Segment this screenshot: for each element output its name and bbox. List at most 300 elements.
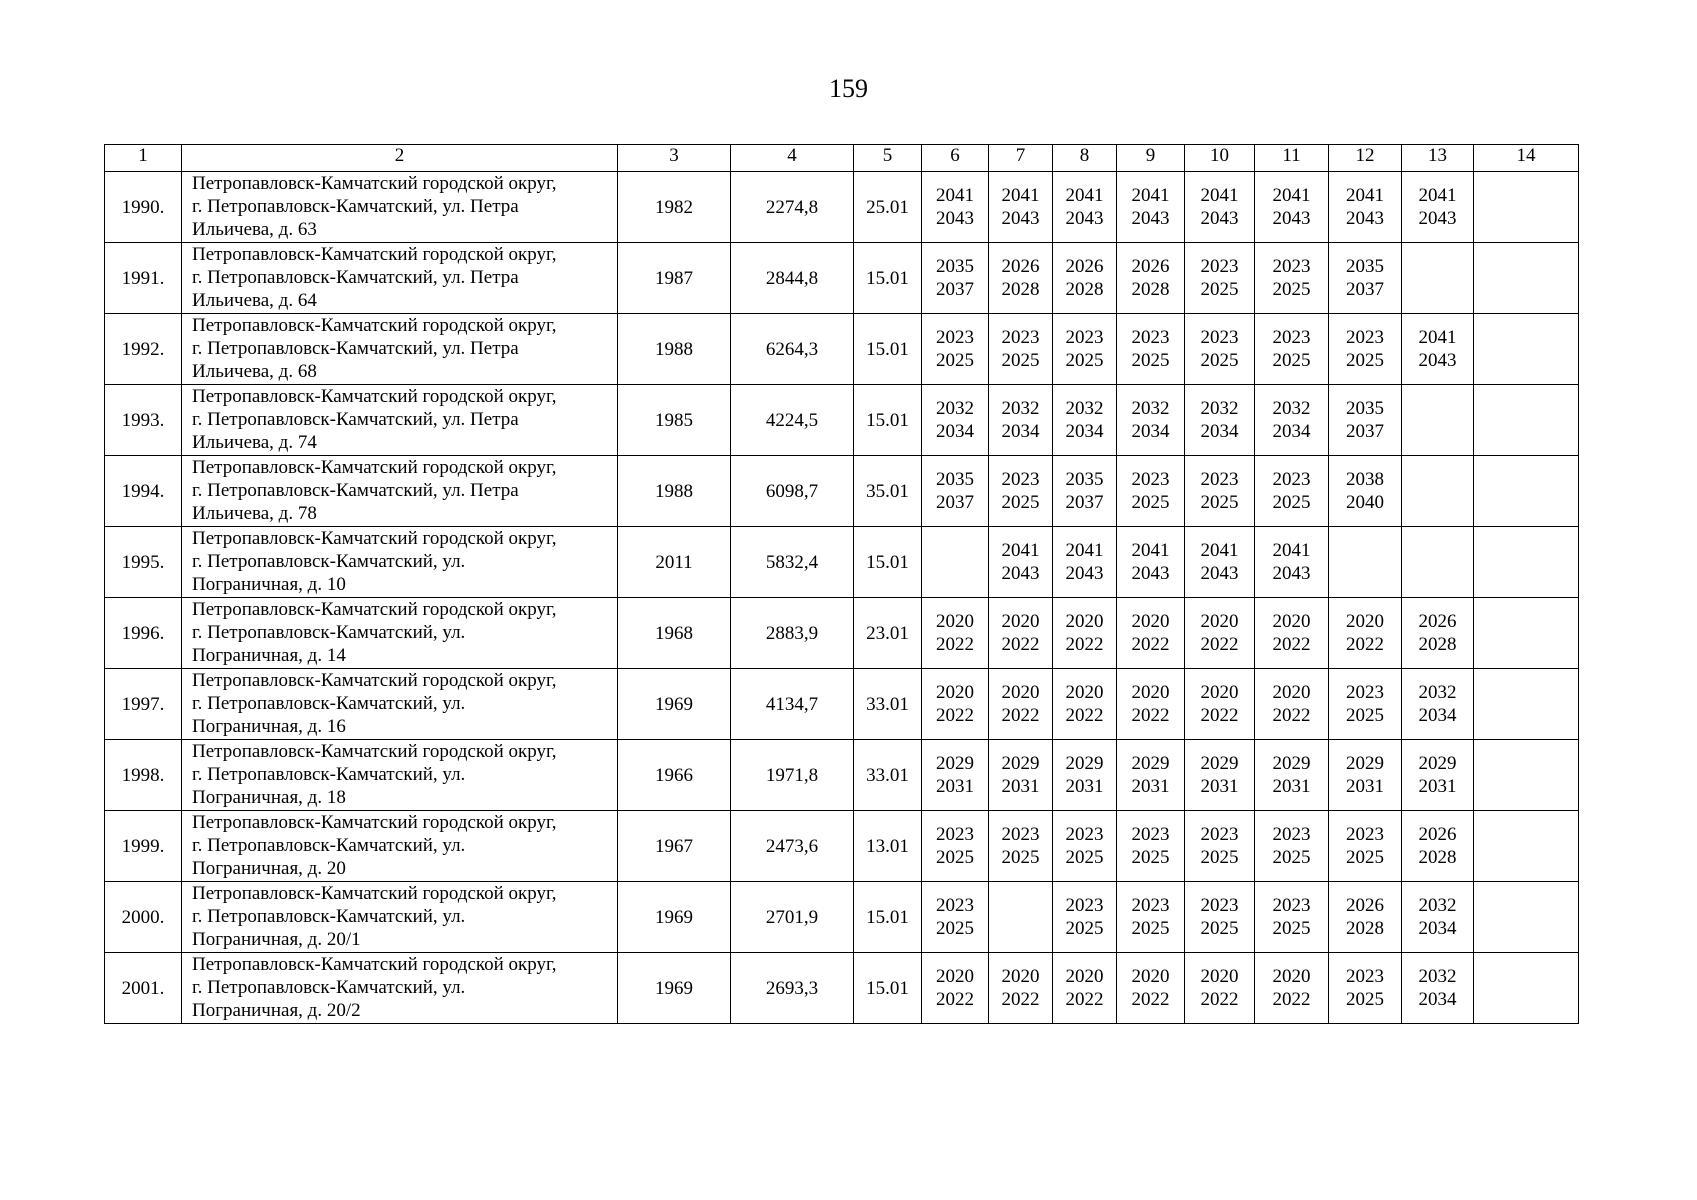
period-year: 2025 xyxy=(1200,492,1239,513)
period-year: 2023 xyxy=(1272,469,1311,490)
period-year: 2025 xyxy=(1131,918,1170,939)
period-year: 2041 xyxy=(1418,185,1457,206)
period-cell xyxy=(1255,456,1329,527)
period-year: 2023 xyxy=(936,824,974,845)
period-year: 2020 xyxy=(1001,682,1040,703)
period-year: 2032 xyxy=(1418,966,1457,987)
period-cell xyxy=(1053,598,1117,669)
period-year: 2023 xyxy=(1346,824,1384,845)
period-cell xyxy=(922,598,989,669)
table-row xyxy=(105,811,1579,882)
code-cell: 35.01 xyxy=(854,456,922,527)
build-year-cell: 1985 xyxy=(618,385,731,456)
address-cell xyxy=(182,243,618,314)
period-cell xyxy=(1255,527,1329,598)
code-cell: 15.01 xyxy=(854,243,922,314)
period-year: 2031 xyxy=(1131,776,1170,797)
period-year: 2031 xyxy=(1418,776,1457,797)
code-cell: 15.01 xyxy=(854,953,922,1024)
period-cell xyxy=(922,243,989,314)
period-cell xyxy=(1185,243,1255,314)
period-cell xyxy=(1474,669,1579,740)
period-cell xyxy=(1185,314,1255,385)
row-number-cell: 1999. xyxy=(105,811,182,882)
period-cell xyxy=(922,882,989,953)
address-line: Петропавловск-Камчатский городской округ, xyxy=(192,812,557,833)
address-line: Петропавловск-Камчатский городской округ, xyxy=(192,528,557,549)
period-year: 2043 xyxy=(1418,350,1457,371)
period-year: 2035 xyxy=(1346,256,1384,277)
period-year: 2025 xyxy=(1200,279,1239,300)
period-cell xyxy=(989,527,1053,598)
address-line: г. Петропавловск-Камчатский, ул. xyxy=(192,622,466,643)
address-line: г. Петропавловск-Камчатский, ул. xyxy=(192,693,466,714)
period-cell xyxy=(1329,172,1402,243)
period-cell xyxy=(1402,953,1474,1024)
period-year: 2031 xyxy=(1200,776,1239,797)
period-year: 2025 xyxy=(936,847,974,868)
period-year: 2023 xyxy=(1272,256,1311,277)
period-year: 2043 xyxy=(1065,208,1104,229)
period-cell xyxy=(989,243,1053,314)
period-cell xyxy=(922,953,989,1024)
period-cell xyxy=(989,669,1053,740)
period-year: 2025 xyxy=(936,350,974,371)
row-number-cell: 1997. xyxy=(105,669,182,740)
period-year: 2020 xyxy=(1346,611,1384,632)
period-year: 2043 xyxy=(1200,208,1239,229)
period-year: 2023 xyxy=(1131,895,1170,916)
period-year: 2020 xyxy=(1272,682,1311,703)
column-number-header-row xyxy=(105,145,1579,172)
period-cell xyxy=(1329,456,1402,527)
page-number: 159 xyxy=(829,74,868,103)
period-year: 2035 xyxy=(936,469,974,490)
period-year: 2023 xyxy=(1131,327,1170,348)
table-row xyxy=(105,172,1579,243)
address-line: г. Петропавловск-Камчатский, ул. Петра xyxy=(192,267,519,288)
period-year: 2022 xyxy=(1131,989,1170,1010)
period-year: 2032 xyxy=(1272,398,1311,419)
period-cell xyxy=(1474,740,1579,811)
row-number-cell: 1991. xyxy=(105,243,182,314)
period-year: 2020 xyxy=(936,682,974,703)
period-year: 2032 xyxy=(936,398,974,419)
period-year: 2041 xyxy=(1272,185,1311,206)
period-year: 2025 xyxy=(1001,492,1040,513)
address-line: Пограничная, д. 20 xyxy=(192,858,346,879)
area-cell: 4134,7 xyxy=(731,669,854,740)
code-cell: 15.01 xyxy=(854,314,922,385)
period-cell xyxy=(1474,882,1579,953)
table-row xyxy=(105,385,1579,456)
period-cell xyxy=(1185,527,1255,598)
period-year: 2034 xyxy=(1131,421,1170,442)
period-year: 2034 xyxy=(1418,989,1457,1010)
period-cell xyxy=(1255,172,1329,243)
address-line: г. Петропавловск-Камчатский, ул. Петра xyxy=(192,338,519,359)
period-cell xyxy=(1329,243,1402,314)
period-year: 2023 xyxy=(1131,469,1170,490)
address-cell xyxy=(182,598,618,669)
address-line: Петропавловск-Камчатский городской округ, xyxy=(192,883,557,904)
period-cell xyxy=(922,527,989,598)
period-cell xyxy=(1117,953,1185,1024)
period-year: 2023 xyxy=(1200,895,1239,916)
period-cell xyxy=(922,456,989,527)
build-year-cell: 2011 xyxy=(618,527,731,598)
period-year: 2023 xyxy=(1001,327,1040,348)
area-cell: 2883,9 xyxy=(731,598,854,669)
period-year: 2025 xyxy=(1065,918,1104,939)
period-year: 2041 xyxy=(1200,540,1239,561)
period-year: 2028 xyxy=(1418,847,1457,868)
period-cell xyxy=(1053,314,1117,385)
row-number-cell: 1993. xyxy=(105,385,182,456)
period-year: 2026 xyxy=(1131,256,1170,277)
period-cell xyxy=(1185,953,1255,1024)
address-cell xyxy=(182,527,618,598)
address-line: г. Петропавловск-Камчатский, ул. Петра xyxy=(192,409,519,430)
period-cell xyxy=(922,740,989,811)
period-cell xyxy=(1255,811,1329,882)
period-cell xyxy=(1255,740,1329,811)
period-cell xyxy=(989,740,1053,811)
period-cell xyxy=(1474,456,1579,527)
period-year: 2034 xyxy=(936,421,974,442)
period-cell xyxy=(1053,172,1117,243)
period-cell xyxy=(1329,314,1402,385)
period-cell xyxy=(1329,740,1402,811)
period-year: 2020 xyxy=(1065,611,1104,632)
address-cell xyxy=(182,456,618,527)
period-cell xyxy=(989,456,1053,527)
period-year: 2025 xyxy=(1272,492,1311,513)
period-year: 2026 xyxy=(1001,256,1040,277)
period-year: 2020 xyxy=(936,966,974,987)
period-year: 2043 xyxy=(1065,563,1104,584)
address-line: г. Петропавловск-Камчатский, ул. xyxy=(192,835,466,856)
period-year: 2041 xyxy=(1418,327,1457,348)
build-year-cell: 1966 xyxy=(618,740,731,811)
period-year: 2023 xyxy=(936,895,974,916)
address-cell xyxy=(182,811,618,882)
period-cell xyxy=(1053,385,1117,456)
period-cell xyxy=(1117,740,1185,811)
period-year: 2025 xyxy=(1200,350,1239,371)
address-line: Петропавловск-Камчатский городской округ, xyxy=(192,954,557,975)
period-year: 2023 xyxy=(1065,895,1104,916)
code-cell: 15.01 xyxy=(854,385,922,456)
period-year: 2028 xyxy=(1065,279,1104,300)
period-year: 2034 xyxy=(1418,705,1457,726)
period-year: 2020 xyxy=(1065,682,1104,703)
period-year: 2032 xyxy=(1131,398,1170,419)
period-year: 2041 xyxy=(1200,185,1239,206)
period-cell xyxy=(1474,598,1579,669)
period-cell xyxy=(1053,953,1117,1024)
period-cell xyxy=(1329,385,1402,456)
period-cell xyxy=(1053,740,1117,811)
code-cell: 23.01 xyxy=(854,598,922,669)
period-cell xyxy=(1185,882,1255,953)
address-line: г. Петропавловск-Камчатский, ул. xyxy=(192,906,466,927)
period-cell xyxy=(1053,669,1117,740)
table-body xyxy=(105,145,1579,1024)
period-year: 2035 xyxy=(1065,469,1104,490)
build-year-cell: 1988 xyxy=(618,314,731,385)
period-year: 2025 xyxy=(1272,847,1311,868)
period-year: 2023 xyxy=(1200,327,1239,348)
period-year: 2037 xyxy=(1065,492,1104,513)
address-line: Петропавловск-Камчатский городской округ, xyxy=(192,599,557,620)
period-cell xyxy=(1474,172,1579,243)
period-year: 2029 xyxy=(1065,753,1104,774)
address-line: г. Петропавловск-Камчатский, ул. xyxy=(192,764,466,785)
period-year: 2032 xyxy=(1418,895,1457,916)
period-year: 2025 xyxy=(1200,918,1239,939)
address-line: Пограничная, д. 14 xyxy=(192,645,346,666)
period-cell xyxy=(1185,669,1255,740)
period-year: 2034 xyxy=(1065,421,1104,442)
address-line: г. Петропавловск-Камчатский, ул. Петра xyxy=(192,196,519,217)
period-year: 2022 xyxy=(1001,634,1040,655)
period-year: 2029 xyxy=(1272,753,1311,774)
row-number-cell: 1998. xyxy=(105,740,182,811)
period-year: 2023 xyxy=(1001,824,1040,845)
period-cell xyxy=(989,172,1053,243)
period-cell xyxy=(1474,385,1579,456)
period-year: 2026 xyxy=(1065,256,1104,277)
period-cell xyxy=(1402,314,1474,385)
build-year-cell: 1987 xyxy=(618,243,731,314)
column-number-header: 14 xyxy=(1474,145,1579,172)
period-year: 2041 xyxy=(936,185,974,206)
period-year: 2035 xyxy=(936,256,974,277)
period-year: 2043 xyxy=(1131,563,1170,584)
period-cell xyxy=(989,953,1053,1024)
row-number-cell: 1990. xyxy=(105,172,182,243)
period-year: 2034 xyxy=(1200,421,1239,442)
period-year: 2026 xyxy=(1418,824,1457,845)
row-number-cell: 2001. xyxy=(105,953,182,1024)
period-year: 2020 xyxy=(1065,966,1104,987)
column-number-header: 11 xyxy=(1255,145,1329,172)
period-cell xyxy=(989,314,1053,385)
period-cell xyxy=(989,882,1053,953)
period-year: 2041 xyxy=(1001,540,1040,561)
period-cell xyxy=(1402,740,1474,811)
period-cell xyxy=(1255,669,1329,740)
period-year: 2023 xyxy=(1200,469,1239,490)
period-year: 2043 xyxy=(1131,208,1170,229)
period-year: 2029 xyxy=(1346,753,1384,774)
table-row xyxy=(105,456,1579,527)
period-year: 2034 xyxy=(1272,421,1311,442)
period-year: 2023 xyxy=(1346,682,1384,703)
build-year-cell: 1969 xyxy=(618,953,731,1024)
table-row xyxy=(105,953,1579,1024)
period-year: 2028 xyxy=(1131,279,1170,300)
column-number-header: 2 xyxy=(182,145,618,172)
address-line: г. Петропавловск-Камчатский, ул. xyxy=(192,551,466,572)
period-year: 2022 xyxy=(936,989,974,1010)
column-number-header: 10 xyxy=(1185,145,1255,172)
address-line: Петропавловск-Камчатский городской округ, xyxy=(192,386,557,407)
period-year: 2041 xyxy=(1131,185,1170,206)
period-cell xyxy=(1402,172,1474,243)
period-year: 2020 xyxy=(936,611,974,632)
period-year: 2037 xyxy=(936,279,974,300)
period-cell xyxy=(1117,811,1185,882)
column-number-header: 12 xyxy=(1329,145,1402,172)
period-year: 2041 xyxy=(1131,540,1170,561)
period-year: 2034 xyxy=(1418,918,1457,939)
column-number-header: 8 xyxy=(1053,145,1117,172)
address-line: Петропавловск-Камчатский городской округ, xyxy=(192,173,557,194)
period-cell xyxy=(1117,243,1185,314)
period-year: 2023 xyxy=(1272,824,1311,845)
table-row xyxy=(105,598,1579,669)
period-year: 2020 xyxy=(1001,611,1040,632)
period-year: 2020 xyxy=(1131,682,1170,703)
period-year: 2022 xyxy=(936,705,974,726)
period-year: 2032 xyxy=(1001,398,1040,419)
address-cell xyxy=(182,314,618,385)
period-year: 2025 xyxy=(1131,350,1170,371)
address-line: Петропавловск-Камчатский городской округ, xyxy=(192,741,557,762)
period-cell xyxy=(1329,953,1402,1024)
period-cell xyxy=(1185,385,1255,456)
period-cell xyxy=(1117,669,1185,740)
table-row xyxy=(105,243,1579,314)
area-cell: 6264,3 xyxy=(731,314,854,385)
address-line: Пограничная, д. 18 xyxy=(192,787,346,808)
column-number-header: 7 xyxy=(989,145,1053,172)
period-year: 2023 xyxy=(1346,327,1384,348)
period-year: 2026 xyxy=(1418,611,1457,632)
period-year: 2025 xyxy=(1346,989,1384,1010)
period-cell xyxy=(1255,243,1329,314)
period-year: 2041 xyxy=(1001,185,1040,206)
area-cell: 2274,8 xyxy=(731,172,854,243)
row-number-cell: 1995. xyxy=(105,527,182,598)
period-cell xyxy=(1329,882,1402,953)
period-year: 2023 xyxy=(1200,256,1239,277)
build-year-cell: 1982 xyxy=(618,172,731,243)
period-cell xyxy=(1402,669,1474,740)
period-year: 2022 xyxy=(1200,705,1239,726)
row-number-cell: 1996. xyxy=(105,598,182,669)
address-line: Пограничная, д. 20/1 xyxy=(192,929,361,950)
address-line: Ильичева, д. 64 xyxy=(192,290,317,311)
period-cell xyxy=(922,385,989,456)
address-line: Ильичева, д. 63 xyxy=(192,219,317,240)
address-line: г. Петропавловск-Камчатский, ул. xyxy=(192,977,466,998)
period-cell xyxy=(1255,314,1329,385)
period-year: 2041 xyxy=(1065,540,1104,561)
period-year: 2025 xyxy=(1200,847,1239,868)
period-year: 2023 xyxy=(1065,824,1104,845)
period-year: 2020 xyxy=(1272,611,1311,632)
period-year: 2023 xyxy=(1272,895,1311,916)
period-year: 2022 xyxy=(1065,634,1104,655)
area-cell: 2693,3 xyxy=(731,953,854,1024)
period-year: 2043 xyxy=(1200,563,1239,584)
period-year: 2043 xyxy=(1272,563,1311,584)
period-year: 2020 xyxy=(1200,682,1239,703)
address-cell xyxy=(182,882,618,953)
period-cell xyxy=(1474,527,1579,598)
period-year: 2020 xyxy=(1131,611,1170,632)
area-cell: 2701,9 xyxy=(731,882,854,953)
period-year: 2025 xyxy=(1001,350,1040,371)
row-number-cell: 2000. xyxy=(105,882,182,953)
period-year: 2023 xyxy=(1131,824,1170,845)
period-year: 2043 xyxy=(1001,208,1040,229)
period-year: 2040 xyxy=(1346,492,1384,513)
address-cell xyxy=(182,669,618,740)
period-cell xyxy=(922,172,989,243)
period-year: 2034 xyxy=(1001,421,1040,442)
period-year: 2031 xyxy=(1065,776,1104,797)
period-year: 2025 xyxy=(1272,350,1311,371)
table-row xyxy=(105,314,1579,385)
period-year: 2025 xyxy=(1131,492,1170,513)
period-cell xyxy=(1185,172,1255,243)
period-cell xyxy=(922,669,989,740)
period-year: 2025 xyxy=(1272,918,1311,939)
period-year: 2029 xyxy=(1200,753,1239,774)
period-cell xyxy=(1185,598,1255,669)
code-cell: 33.01 xyxy=(854,740,922,811)
period-cell xyxy=(1402,882,1474,953)
period-cell xyxy=(1329,598,1402,669)
period-cell xyxy=(1117,314,1185,385)
column-number-header: 4 xyxy=(731,145,854,172)
period-year: 2029 xyxy=(1418,753,1457,774)
period-cell xyxy=(1053,811,1117,882)
address-line: Ильичева, д. 78 xyxy=(192,503,317,524)
period-cell xyxy=(1053,882,1117,953)
period-year: 2028 xyxy=(1418,634,1457,655)
area-cell: 5832,4 xyxy=(731,527,854,598)
period-cell xyxy=(1474,953,1579,1024)
table-row xyxy=(105,882,1579,953)
column-number-header: 13 xyxy=(1402,145,1474,172)
period-year: 2025 xyxy=(1131,847,1170,868)
address-line: Ильичева, д. 74 xyxy=(192,432,317,453)
period-year: 2020 xyxy=(1131,966,1170,987)
period-year: 2025 xyxy=(1346,847,1384,868)
period-year: 2037 xyxy=(1346,279,1384,300)
address-line: Пограничная, д. 20/2 xyxy=(192,1000,361,1021)
period-year: 2022 xyxy=(936,634,974,655)
period-year: 2022 xyxy=(1272,634,1311,655)
period-year: 2031 xyxy=(1001,776,1040,797)
area-cell: 4224,5 xyxy=(731,385,854,456)
period-cell xyxy=(1185,740,1255,811)
period-cell xyxy=(922,314,989,385)
column-number-header: 1 xyxy=(105,145,182,172)
period-year: 2031 xyxy=(1346,776,1384,797)
period-year: 2043 xyxy=(1346,208,1384,229)
build-year-cell: 1969 xyxy=(618,669,731,740)
period-cell xyxy=(1474,314,1579,385)
period-year: 2041 xyxy=(1065,185,1104,206)
period-cell xyxy=(1329,811,1402,882)
period-year: 2031 xyxy=(936,776,974,797)
